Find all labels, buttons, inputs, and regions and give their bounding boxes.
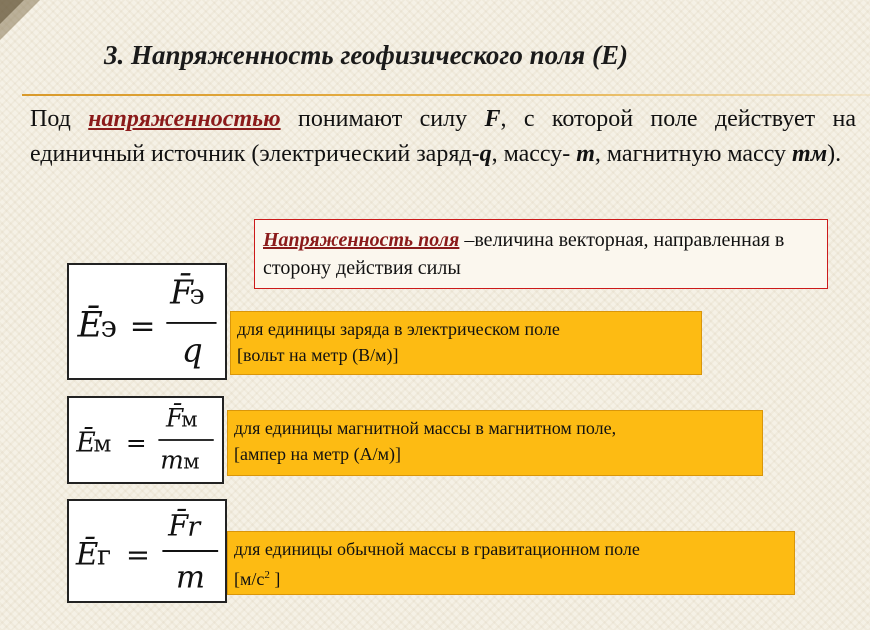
definition-text: –величина векторная, направленная в сторону действия силы bbox=[263, 229, 785, 279]
note-gravity-line1: для единицы обычной массы в гравитационном поле bbox=[234, 539, 640, 559]
definition-term: Напряженность поля bbox=[263, 229, 460, 251]
formula-electric-equals: = bbox=[129, 308, 156, 345]
intro-text-3: , с которой поле действует на единичный источник (электрический заряд- bbox=[30, 106, 856, 167]
formula-electric bbox=[67, 263, 227, 380]
intro-force-symbol: F bbox=[484, 106, 501, 132]
intro-term: напряженностью bbox=[88, 106, 281, 132]
note-electric bbox=[230, 311, 702, 375]
formula-gravity-numerator-sub: r bbox=[187, 511, 201, 543]
note-gravity bbox=[227, 531, 795, 595]
note-electric-line2: [вольт на метр (В/м)] bbox=[237, 345, 399, 365]
formula-magnetic bbox=[67, 396, 224, 484]
definition-box bbox=[254, 219, 828, 289]
note-magnetic bbox=[227, 410, 763, 476]
intro-magnetic-mass-symbol: mм bbox=[792, 141, 828, 167]
intro-paragraph bbox=[30, 102, 856, 172]
intro-mass-symbol: m bbox=[576, 141, 595, 167]
slide-title: 3. Напряженность геофизического поля (Е) bbox=[104, 40, 628, 70]
corner-decoration bbox=[0, 0, 44, 44]
intro-text-6: ). bbox=[827, 141, 842, 167]
intro-text-1: Под bbox=[30, 106, 89, 132]
formula-gravity-equals: = bbox=[125, 537, 151, 572]
note-magnetic-line2: [ампер на метр (А/м)] bbox=[234, 444, 401, 464]
formula-magnetic-numerator: F̄ bbox=[166, 403, 184, 433]
note-gravity-unit-exponent: 2 bbox=[264, 569, 270, 581]
formula-gravity bbox=[67, 499, 227, 603]
formula-electric-lhs-sub: э bbox=[100, 309, 117, 344]
formula-magnetic-denominator: m bbox=[160, 445, 184, 475]
intro-text-2: понимают силу bbox=[280, 106, 485, 132]
formula-gravity-lhs: Ē bbox=[75, 536, 99, 573]
formula-gravity-denominator: m bbox=[175, 559, 206, 596]
intro-charge-symbol: q bbox=[479, 141, 492, 167]
formula-electric-lhs: Ē bbox=[77, 305, 103, 346]
note-electric-line1: для единицы заряда в электрическом поле bbox=[237, 319, 560, 339]
formula-gravity-numerator: F̄ bbox=[168, 508, 189, 543]
formula-electric-numerator: F̄ bbox=[170, 273, 193, 312]
formula-electric-numerator-sub: э bbox=[189, 279, 205, 311]
note-gravity-unit-b: ] bbox=[269, 569, 281, 589]
formula-magnetic-denominator-sub: м bbox=[183, 449, 200, 474]
formula-magnetic-equals: = bbox=[125, 428, 147, 458]
intro-text-4: , массу- bbox=[491, 141, 577, 167]
formula-gravity-lhs-sub: г bbox=[97, 540, 112, 572]
formula-magnetic-lhs-sub: м bbox=[93, 431, 112, 458]
note-gravity-line2 bbox=[234, 562, 788, 592]
title-divider bbox=[22, 94, 870, 96]
intro-text-5: , магнитную массу bbox=[594, 141, 793, 167]
formula-electric-denominator: q bbox=[181, 331, 203, 370]
note-magnetic-line1: для единицы магнитной массы в магнитном поле, bbox=[234, 418, 617, 438]
formula-magnetic-numerator-sub: м bbox=[181, 407, 198, 432]
note-gravity-unit-a: [м/с bbox=[234, 569, 265, 589]
formula-magnetic-lhs: Ē bbox=[76, 427, 96, 459]
